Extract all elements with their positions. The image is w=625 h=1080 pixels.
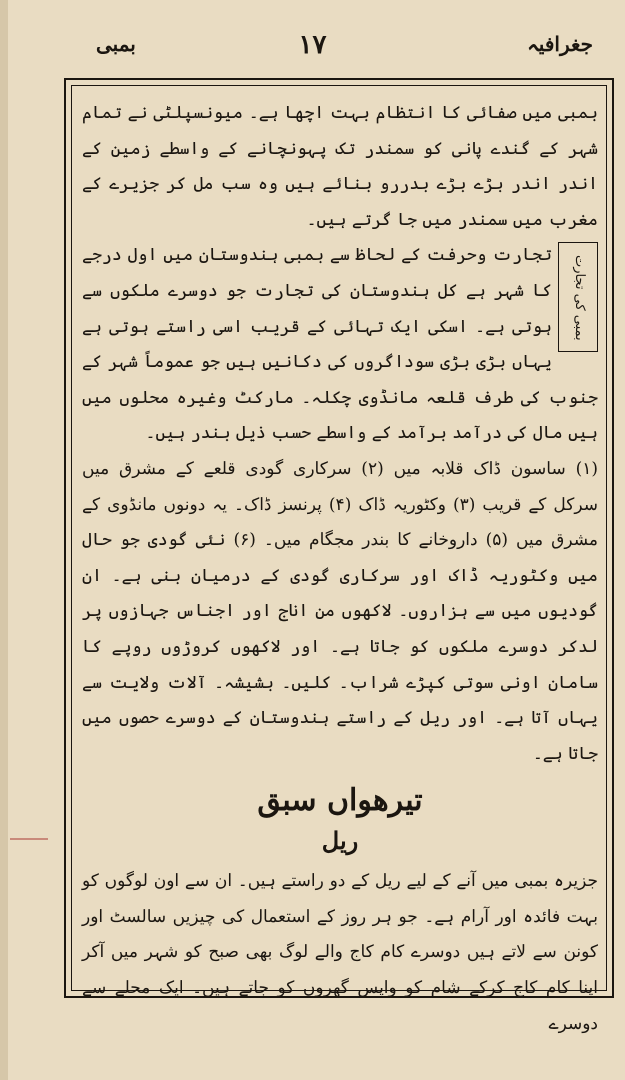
margin-mark bbox=[10, 838, 48, 840]
lesson-title: تیرھواں سبق bbox=[257, 783, 423, 819]
paragraph-docks: (۱) ساسون ڈاک قلابہ میں (۲) سرکاری گودی قلعے کے مشرق میں سرکل کے قریب (۳) وکٹوریہ ڈاک (۴) پرنسز ڈاک۔ یہ دونوں مانڈوی کے مشرق میں (۵) داروخانے کا بندر مجگام میں۔ (۶) نئی گودی جو حال میں وکٹوریہ ڈاک اور سرکاری گودی کے درمیان بنی ہے۔ ان گودیوں میں سے ہزاروں۔ لاکھوں من اناج اور اجناس جہازوں پر لدکر دوسرے ملکوں کو جاتا ہے۔ اور لاکھوں کروڑوں روپے کا سامان اونی سوتی کپڑے شراب۔ کلیں۔ بشیشہ۔ آلات ولایت سے یہاں آتا ہے۔ اور ریل کے راستے ہندوستان کے دوسرے حصوں میں جاتا ہے۔ bbox=[82, 458, 599, 764]
lesson-subtitle: ریل bbox=[321, 826, 359, 856]
paragraph-railway: جزیرہ بمبی میں آنے کے لیے ریل کے دو راستے ہیں۔ ان سے اون لوگوں کو بہت فائدہ اور آرام ہے۔ جو ہر روز کے استعمال کی چیزیں سالسٹ اور کونن سے لاتے ہیں دوسرے کام کاج والے لوگ بھی صبح کو شہر میں آکر اپنا کام کاج کرکے شام کو واپس گھروں کو جاتے ہیں۔ ایک محلے سے دوسرے bbox=[82, 871, 598, 1034]
header-book-title: جغرافیہ bbox=[527, 32, 593, 56]
page-number: ۱۷ bbox=[298, 30, 327, 60]
page-header bbox=[0, 30, 625, 70]
page-body bbox=[82, 96, 598, 1042]
paragraph-trade: تجارت وحرفت کے لحاظ سے بمبی ہندوستان میں اول درجے کا شہر ہے کل ہندوستان کی تجارت جو دوسرے ملکوں سے ہوتی ہے۔ اسکی ایک تہائی کے قریب اسی راستے ہوتی ہے یہاں بڑی بڑی سوداگروں کی دکانیں ہیں جو عموماً شہر کے جنوب کی طرف قلعہ مانڈوی چکلہ۔ مارکٹ وغیرہ محلوں میں ہیں مال کی درآمد برآمد کے واسطے حسب ذیل بندر ہیں۔ bbox=[82, 245, 598, 444]
header-chapter-title: بمبی bbox=[96, 32, 136, 56]
side-note-box: بمبی کی تجارت bbox=[558, 242, 598, 352]
page-edge-strip bbox=[0, 0, 8, 1080]
paragraph-sanitation: بمبی میں صفائی کا انتظام بہت اچھا ہے۔ میونسپلٹی نے تمام شہر کے گندے پانی کو سمندر تک پہونچانے کے واسطے زمین کے اندر اندر بڑے بڑے بدررو بنائے ہیں وہ سب مل کر جزیرے کے مغرب میں سمندر میں جا گرتے ہیں۔ bbox=[82, 103, 598, 230]
